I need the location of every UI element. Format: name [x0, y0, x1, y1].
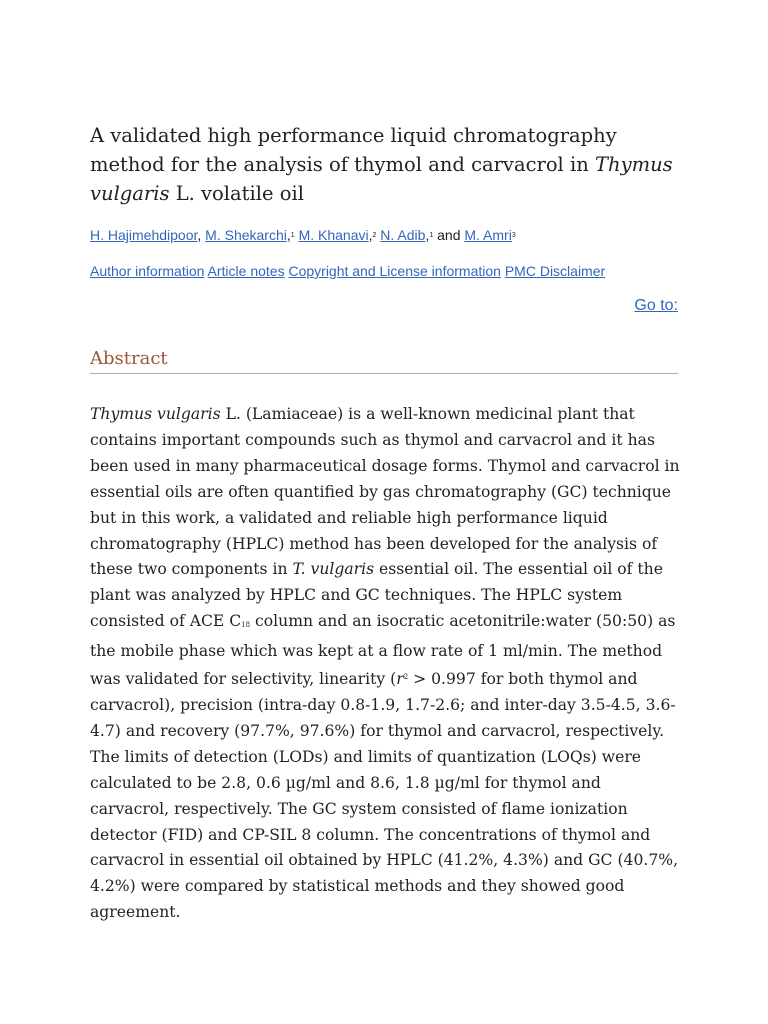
affiliation-marker[interactable]: 1: [290, 232, 295, 239]
author-information-link[interactable]: Author information: [90, 263, 205, 279]
affiliation-marker[interactable]: 3: [511, 232, 516, 239]
species-name: Thymus vulgaris: [90, 405, 221, 423]
column-subscript: 18: [241, 621, 251, 630]
copyright-license-link[interactable]: Copyright and License information: [288, 263, 501, 279]
title-species: Thymus vulgaris: [90, 153, 673, 205]
abstract-text: essential oil. The essential oil of the plant was analyzed by HPLC and GC techniques. The HPLC system consisted of ACE C: [90, 560, 663, 631]
author-list: H. Hajimehdipoor, M. Shekarchi,$^1$ M. Khanavi,$^2$ N. Adib,$^1$ and M. Amri$^3$: [90, 227, 516, 243]
article-title: [90, 121, 690, 208]
author-link[interactable]: N. Adib: [380, 227, 426, 243]
author-link[interactable]: M. Khanavi: [298, 227, 369, 243]
squared-superscript: 2: [403, 673, 409, 682]
abstract-body: [90, 402, 682, 926]
authors-conjunction: and: [437, 227, 461, 243]
species-abbrev: T. vulgaris: [292, 560, 375, 579]
author-link[interactable]: H. Hajimehdipoor: [90, 227, 198, 243]
goto-link[interactable]: Go to:: [634, 297, 678, 314]
abstract-text: L. (Lamiaceae) is a well-known medicinal plant that contains important compounds such as thymol and carvacrol and it has been used in many pharmaceutical dosage forms. Thymol and carvacrol in essential oils are often quantified by gas chromatography (GC) technique but in this work, a validated and reliable high performance liquid chromatography (HPLC) method has been developed for the analysis of these two components in: [90, 405, 680, 579]
author-link[interactable]: M. Shekarchi: [205, 227, 287, 243]
title-text-end: L. volatile oil: [169, 182, 304, 205]
abstract-text: column and an isocratic acetonitrile:water (50:50) as the mobile phase which was kept at a flow rate of 1 ml/min. The method was validated for selectivity, linearity (: [90, 612, 676, 689]
article-info-links: [90, 263, 678, 279]
title-text: A validated high performance liquid chromatography method for the analysis of thymol and carvacrol in: [90, 124, 617, 176]
abstract-heading: Abstract: [90, 348, 678, 374]
goto-control: [634, 297, 678, 315]
author-link[interactable]: M. Amri: [464, 227, 512, 243]
correlation-symbol: r: [396, 670, 404, 689]
abstract-text: > 0.997 for both thymol and carvacrol), precision (intra-day 0.8-1.9, 1.7-2.6; and inter-day 3.5-4.5, 3.6-4.7) and recovery (97.7%, 97.6%) for thymol and carvacrol, respectively. The limits of detection (LODs) and limits of quantization (LOQs) were calculated to be 2.8, 0.6 µg/ml and 8.6, 1.8 µg/ml for thymol and carvacrol, respectively. The GC system consisted of flame ionization detector (FID) and CP-SIL 8 column. The concentrations of thymol and carvacrol in essential oil obtained by HPLC (41.2%, 4.3%) and GC (40.7%, 4.2%) were compared by statistical methods and they showed good agreement.: [90, 670, 679, 922]
article-notes-link[interactable]: Article notes: [207, 263, 285, 279]
affiliation-marker[interactable]: 2: [372, 232, 377, 239]
pmc-disclaimer-link[interactable]: PMC Disclaimer: [504, 263, 606, 279]
affiliation-marker[interactable]: 1: [429, 232, 434, 239]
